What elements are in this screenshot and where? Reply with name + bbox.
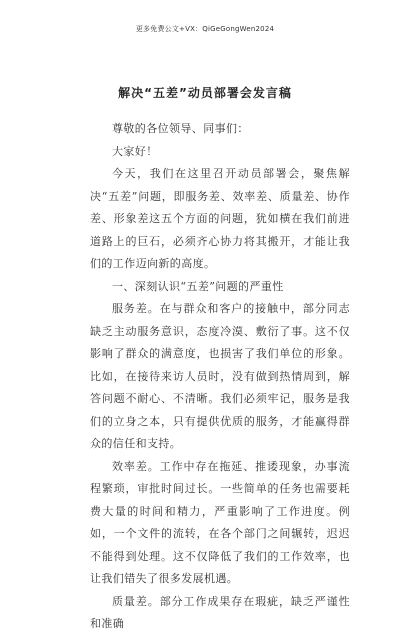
greeting: 大家好！ (112, 144, 158, 158)
header-note: 更多免费公文+VX：QiGeGongWen2024 (135, 25, 275, 33)
paragraph-service: 服务差。在与群众和客户的接触中，部分同志缺乏主动服务意识，态度冷漠、敷衍了事。这不仅影响了群众的满意度，也损害了我们单位的形象。比如，在接待来访人员时，没有做到热情周到，解答问题不耐心、不清晰。我们必须牢记，服务是我们的立身之本，只有提供优质的服务，才能赢得群众的信任和支持。 (90, 302, 350, 450)
document-title: 解决“五差”动员部署会发言稿 (118, 86, 292, 100)
paragraph-efficiency: 效率差。工作中存在拖延、推诿现象，办事流程繁琐，审批时间过长。一些简单的任务也需要耗费大量的时间和精力，严重影响了工作进度。例如，一个文件的流转，在各个部门之间辗转，迟迟不能得到处理。这不仅降低了我们的工作效率，也让我们错失了很多发展机遇。 (90, 459, 350, 585)
paragraph-intro: 今天，我们在这里召开动员部署会，聚焦解决“五差”问题，即服务差、效率差、质量差、协作差、形象差这五个方面的问题，犹如横在我们前进道路上的巨石，必须齐心协力将其搬开，才能让我们的工作迈向新的高度。 (90, 167, 350, 270)
section-heading: 一、深刻认识“五差”问题的严重性 (112, 279, 284, 293)
salutation: 尊敬的各位领导、同事们： (112, 122, 249, 135)
document-body (90, 118, 350, 636)
paragraph-quality: 质量差。部分工作成果存在瑕疵，缺乏严谨性和准确 (90, 594, 350, 630)
